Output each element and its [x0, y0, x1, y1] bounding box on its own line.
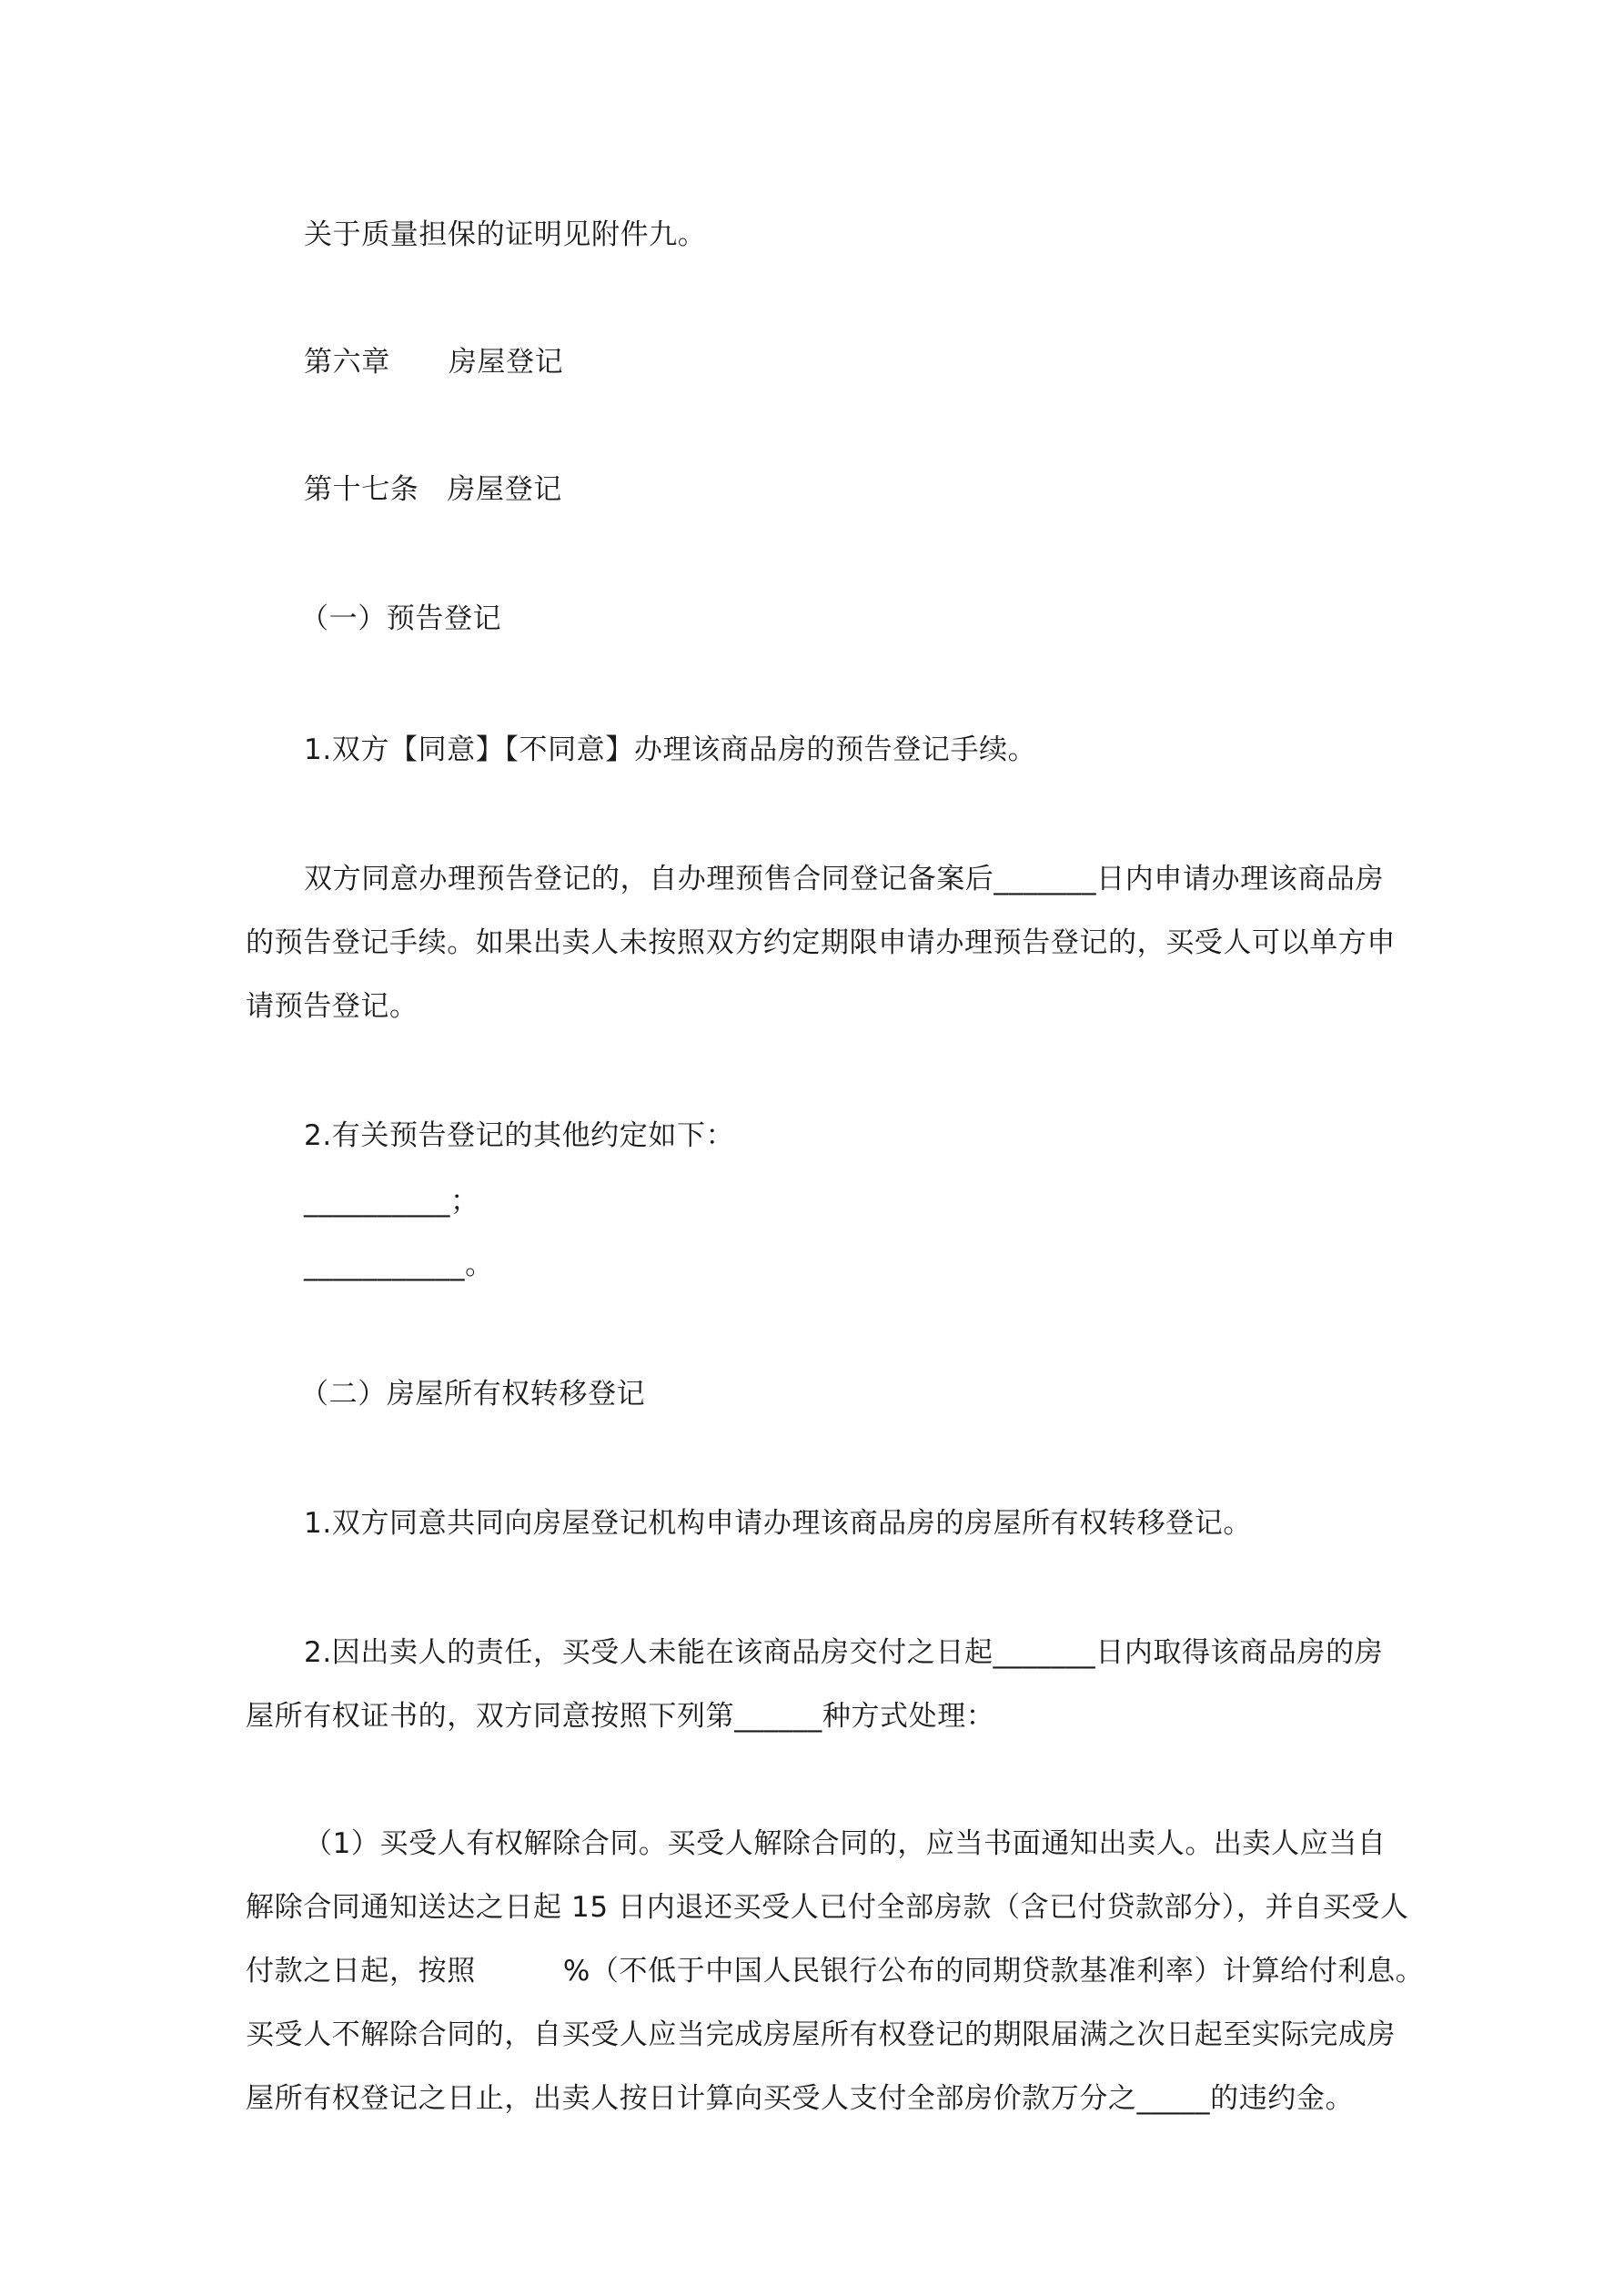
section2-item1: 1.双方同意共同向房屋登记机构申请办理该商品房的房屋所有权转移登记。 [304, 1507, 1252, 1540]
section1-para-line3: 请预告登记。 [246, 990, 419, 1023]
option1-line1: （1）买受人有权解除合同。买受人解除合同的，应当书面通知出卖人。出卖人应当自 [304, 1827, 1387, 1860]
option1-line2: 解除合同通知送达之日起 15 日内退还买受人已付全部房款（含已付贷款部分），并自买受人 [246, 1891, 1409, 1924]
section2-item2-line1: 2.因出卖人的责任，买受人未能在该商品房交付之日起_______日内取得该商品房的房 [304, 1636, 1384, 1669]
option1-line3: 付款之日起，按照 %（不低于中国人民银行公布的同期贷款基准利率）计算给付利息。 [246, 1955, 1425, 1988]
article-heading [304, 471, 562, 508]
option1-line4: 买受人不解除合同的，自买受人应当完成房屋所有权登记的期限届满之次日起至实际完成房 [246, 2018, 1396, 2051]
option1-line5: 屋所有权登记之日止，出卖人按日计算向买受人支付全部房价款万分之_____的违约金。 [246, 2082, 1355, 2115]
chapter-heading [304, 344, 563, 380]
option-number-blank: ______ [734, 1700, 822, 1733]
article-title: 房屋登记 [447, 473, 562, 506]
chapter-title: 房屋登记 [448, 346, 564, 379]
quality-note: 关于质量担保的证明见附件九。 [304, 218, 707, 251]
chapter-number: 第六章 [304, 346, 390, 379]
section1-item1: 1.双方【同意】【不同意】办理该商品房的预告登记手续。 [304, 733, 1037, 766]
agreement-blank-1: __________； [304, 1185, 479, 1218]
days-blank: _______ [994, 863, 1097, 895]
agreement-blank-2: ___________。 [304, 1249, 494, 1281]
days-blank: _______ [993, 1636, 1096, 1669]
section2-heading: （二）房屋所有权转移登记 [300, 1378, 646, 1411]
section1-para-line1: 双方同意办理预告登记的，自办理预售合同登记备案后_______日内申请办理该商品房 [304, 863, 1385, 895]
article-number: 第十七条 [304, 473, 419, 506]
section2-item2-line2: 屋所有权证书的，双方同意按照下列第______种方式处理： [246, 1700, 995, 1733]
section1-item2: 2.有关预告登记的其他约定如下： [304, 1119, 735, 1152]
section1-heading: （一）预告登记 [300, 602, 502, 635]
section1-para-line2: 的预告登记手续。如果出卖人未按照双方约定期限申请办理预告登记的，买受人可以单方申 [246, 926, 1396, 959]
penalty-blank: _____ [1136, 2082, 1211, 2115]
